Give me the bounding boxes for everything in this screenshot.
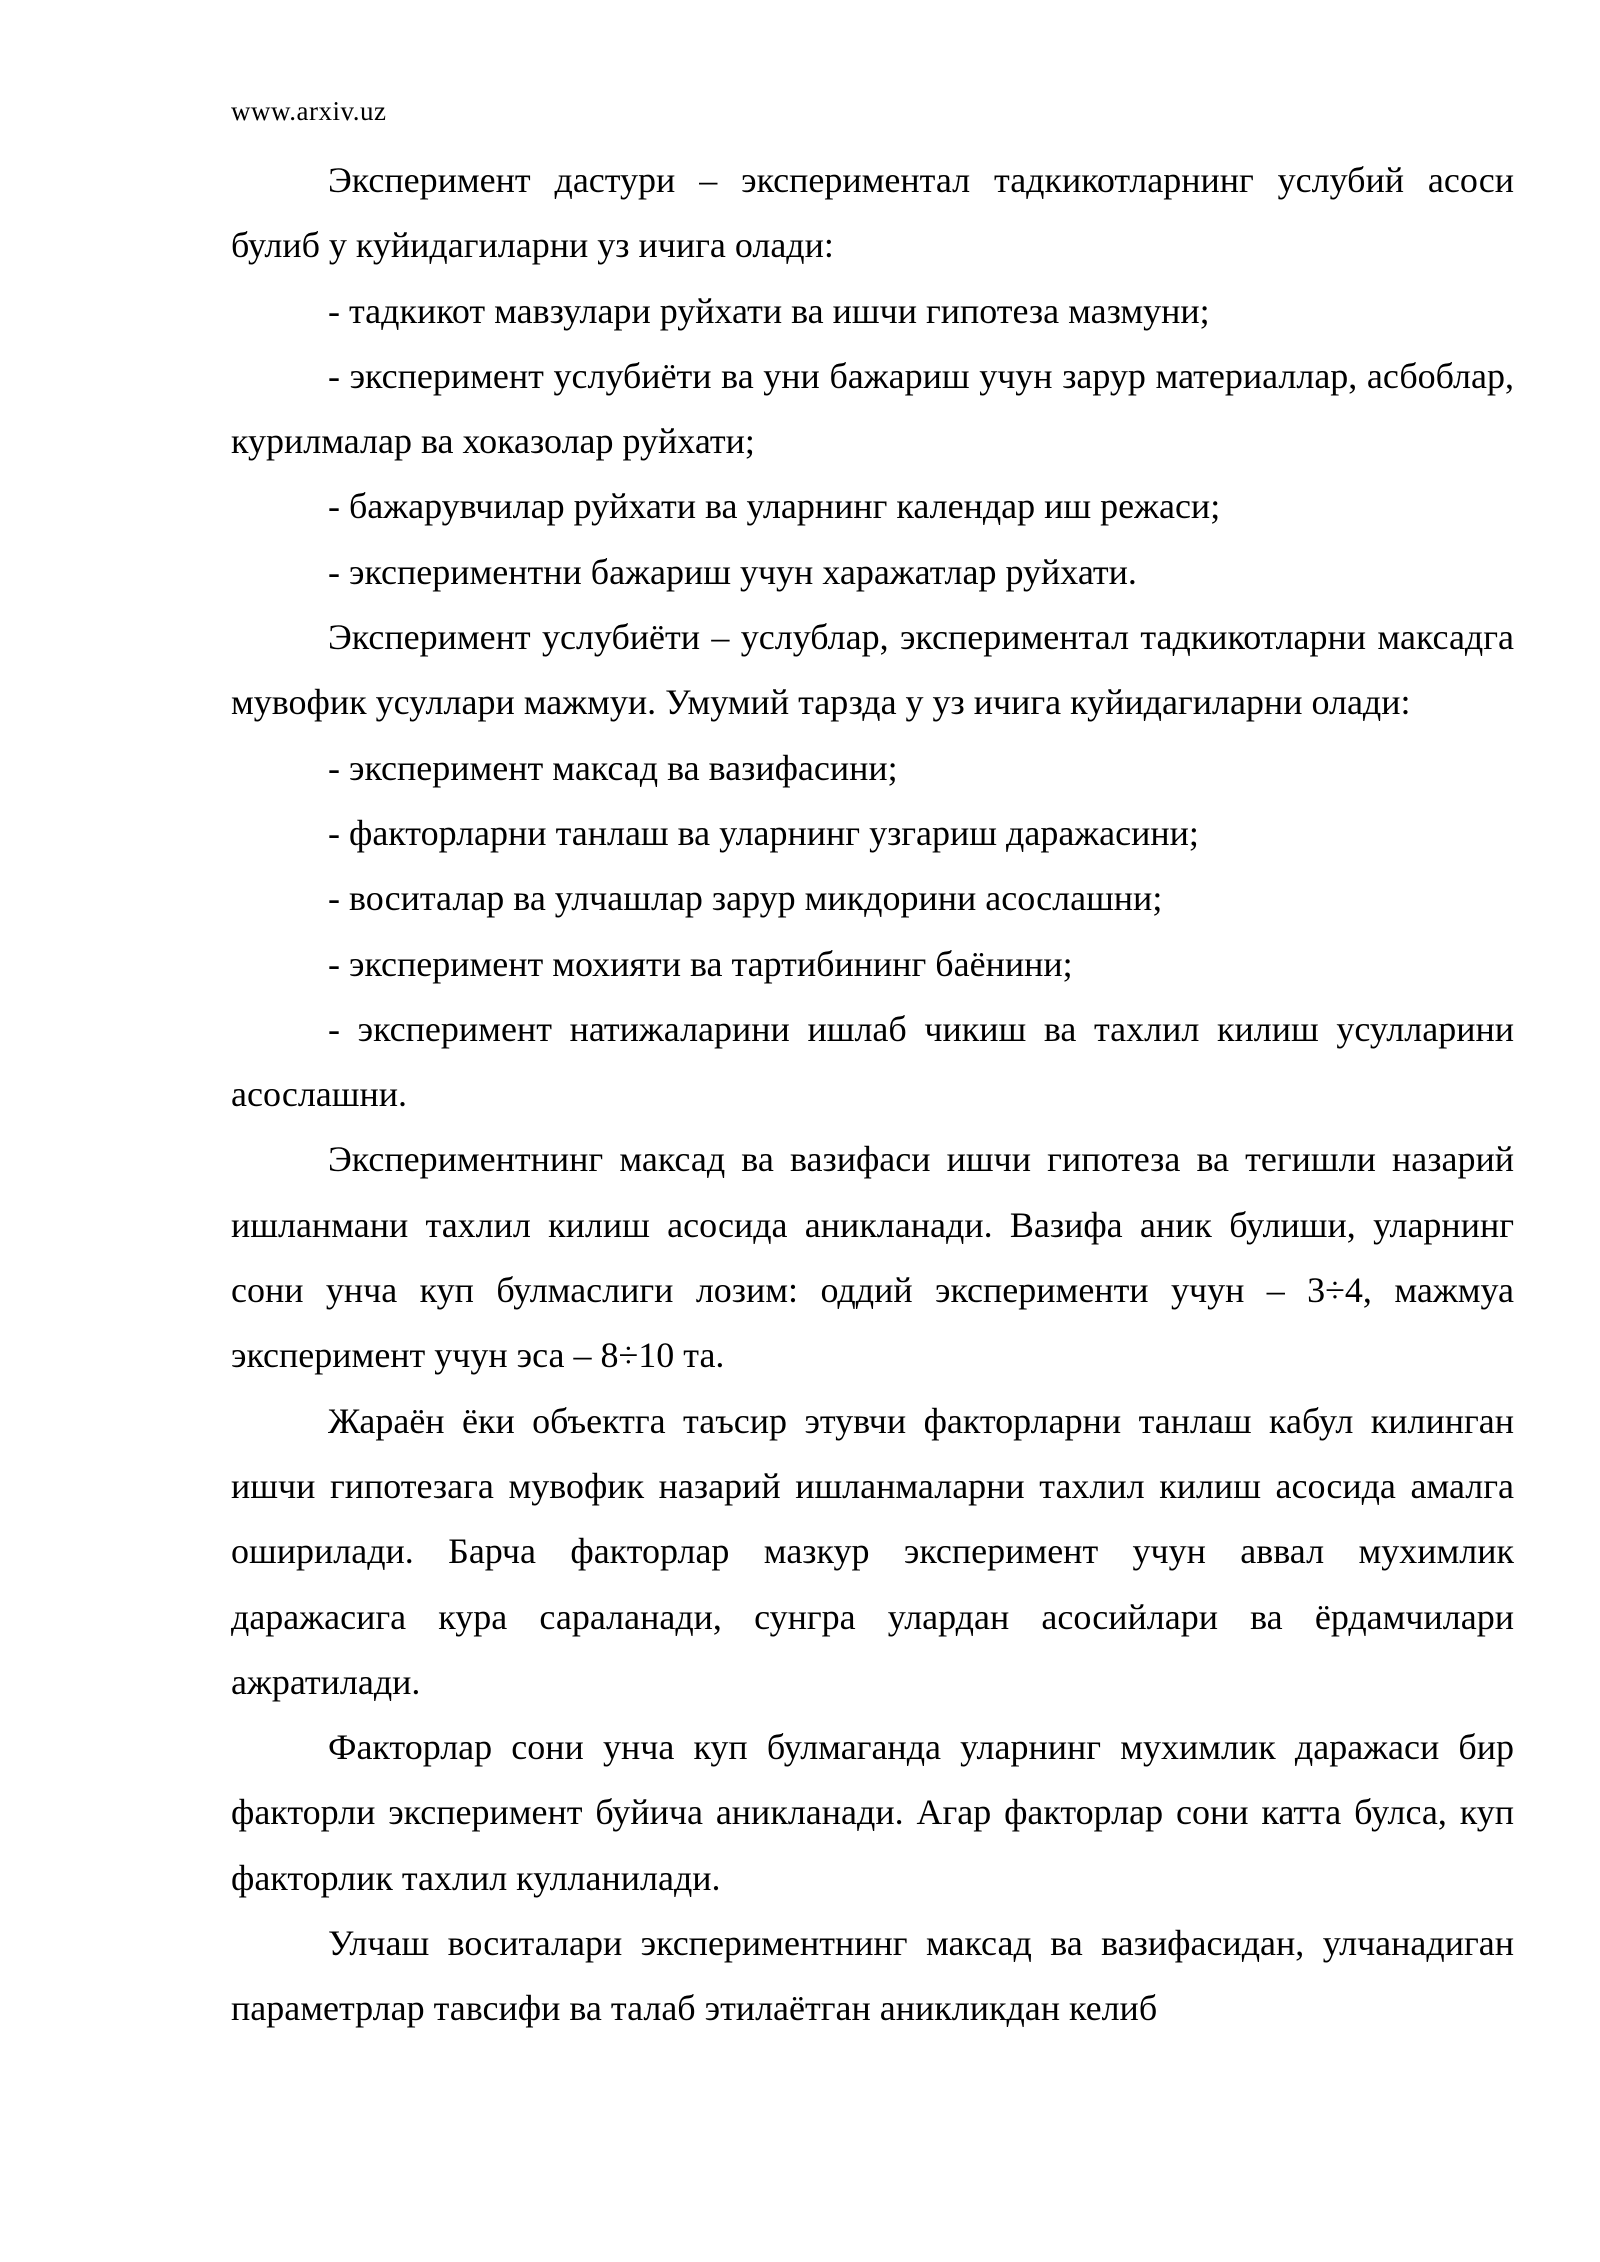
site-header[interactable]: www.arxiv.uz: [231, 96, 387, 126]
list-item: - эксперимент услубиёти ва уни бажариш учун зарур материаллар, асбоблар, курилмалар ва хоказолар руйхати;: [231, 355, 1514, 462]
paragraph-measurement-tools: Улчаш воситалари экспериментнинг максад ва вазифасидан, улчанадиган параметрлар тавсифи ва талаб этилаётган аникликдан келиб: [231, 1923, 1514, 2029]
list-item: - бажарувчилар руйхати ва уларнинг календар иш режаси;: [328, 486, 1221, 527]
paragraph-factor-count: Факторлар сони унча куп булмаганда уларнинг мухимлик даражаси бир факторли эксперимент буйича аникланади. Агар факторлар сони катта булса, куп факторлик тахлил кулланилади.: [231, 1727, 1514, 1898]
list-item: - эксперимент мохияти ва тартибининг баёнини;: [328, 943, 1073, 984]
list-item: - тадкикот мавзулари руйхати ва ишчи гипотеза мазмуни;: [328, 290, 1210, 331]
list-item: - экспериментни бажариш учун харажатлар руйхати.: [328, 551, 1137, 592]
paragraph-program-intro: Эксперимент дастури – экспериментал тадкикотларнинг услубий асоси булиб у куйидагиларни уз ичига олади:: [231, 160, 1514, 266]
paragraph-factors: Жараён ёки объектга таъсир этувчи факторларни танлаш кабул килинган ишчи гипотезага мувофик назарий ишланмаларни тахлил килиш асосида амалга оширилади. Барча факторлар мазкур эксперимент учун аввал мухимлик даражасига кура сараланади, сунгра улардан асосийлари ва ёрдамчилари ажратилади.: [231, 1400, 1514, 1702]
paragraph-goals: Экспериментнинг максад ва вазифаси ишчи гипотеза ва тегишли назарий ишланмани тахлил килиш асосида аникланади. Вазифа аник булиши, уларнинг сони унча куп булмаслиги лозим: оддий эксперименти учун – 3÷4, мажмуа эксперимент учун эса – 8÷10 та.: [231, 1139, 1514, 1376]
list-item: - эксперимент максад ва вазифасини;: [328, 747, 898, 788]
list-item: - эксперимент натижаларини ишлаб чикиш ва тахлил килиш усулларини асослашни.: [231, 1008, 1514, 1115]
list-item: - факторларни танлаш ва уларнинг узгариш даражасини;: [328, 812, 1199, 853]
list-item: - воситалар ва улчашлар зарур микдорини асослашни;: [328, 878, 1163, 919]
document-body: [231, 148, 1514, 2042]
paragraph-methodology-intro: Эксперимент услубиёти – услублар, экспериментал тадкикотларни максадга мувофик усуллари мажмуи. Умумий тарзда у уз ичига куйидагиларни олади:: [231, 617, 1514, 723]
